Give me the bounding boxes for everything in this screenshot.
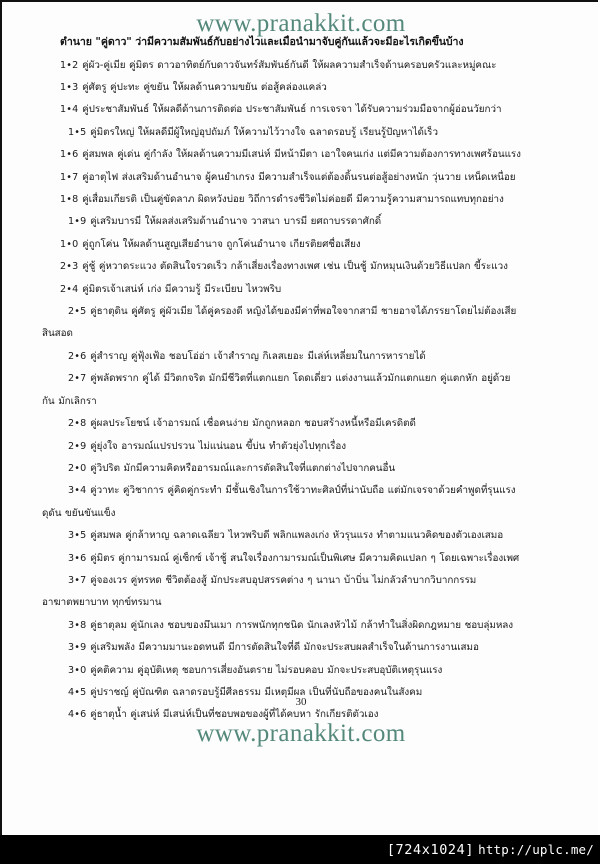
entry-text: คู่วิปริต มักมีความคิดหรืออารมณ์และการตัดสินใจที่แตกต่างไปจากคนอื่น <box>90 462 396 474</box>
image-dimensions-label: [724x1024] <box>386 841 475 858</box>
entry-text: คู่เสื่อมเกียรติ เป็นคู่ขัดลาภ ผิดหวังบ่อย วิถีการดำรงชีวิตไม่ค่อยดี มีความรู้ความสามารถแทบทุกอย่าง <box>82 194 504 206</box>
entry-code: 3•4 <box>68 485 87 497</box>
entry-code: 2•3 <box>60 261 79 273</box>
list-item <box>2 637 600 659</box>
entry-code: 3•9 <box>68 642 87 654</box>
list-item <box>2 55 600 77</box>
entry-code: 1•9 <box>68 216 87 228</box>
entry-text: คู่วาทะ คู่วิชาการ คู่คิดคู่กระทำ มีชั้นเชิงในการใช้วาทะศิลป์ที่น่านับถือ แต่มักเจรจาด้วยคำพูดที่รุนแรง <box>90 485 516 497</box>
entry-text: คู่ธาตุลม คู่นักเลง ชอบของมึนเมา การพนักทุกชนิด นักเลงหัวไม้ กล้าทำในสิ่งผิดกฎหมาย ชอบลุ่มหลง <box>90 619 514 631</box>
entry-text: คู่ศัตรู คู่ปะทะ คู่ขยัน ให้ผลด้านความขยัน ต่อสู้คล่องแคล่ว <box>82 82 327 94</box>
entry-code: 1•7 <box>60 171 79 183</box>
list-item <box>2 234 600 256</box>
entry-text: คู่อาตุไฟ ส่งเสริมด้านอำนาจ ผู้คนยำเกรง มีความสำเร็จแต่ต้องดิ้นรนต่อสู้อย่างหนัก วุ่นวาย เหน็ดเหนื่อย <box>82 171 516 183</box>
entry-text: คู่เสริมพลัง มีความมานะอดทนดี มีการตัดสินใจที่ดี มักจะประสบผลสำเร็จในด้านการงานเสมอ <box>90 642 479 654</box>
entry-code: 1•3 <box>60 82 79 94</box>
list-item <box>2 525 600 547</box>
entry-text: คู่จองเวร คู่ทรหด ชีวิตต้องสู้ มักประสบอุปสรรคต่าง ๆ นานา บ้าบิ่น ไม่กลัวลำบากวิบากกรรม <box>90 574 477 586</box>
entry-code: 2•4 <box>60 283 79 295</box>
entry-code: 3•7 <box>68 574 87 586</box>
entry-code: 2•0 <box>68 462 87 474</box>
page-number: 30 <box>295 696 307 708</box>
entry-code: 1•6 <box>60 149 79 161</box>
entry-text: คู่มิตรใหญ่ ให้ผลดีมีผู้ใหญ่อุปถัมภ์ ให้ความไว้วางใจ ฉลาดรอบรู้ เรียนรู้ปัญหาได้เร็ว <box>90 126 438 138</box>
list-item <box>2 615 600 637</box>
entry-code: 1•2 <box>60 59 79 71</box>
entry-code: 3•6 <box>68 552 87 564</box>
entry-text: คู่พลัดพราก คู่ได้ มีวิตกจริต มักมีชีวิตที่แตกแยก โดดเดี่ยว แต่งงานแล้วมักแตกแยก คู่แตกหัก อยู่ด้วย <box>90 373 511 385</box>
entry-text: คู่เสริมบารมี ให้ผลส่งเสริมด้านอำนาจ วาสนา บารมี ยศถาบรรดาศักดิ์ <box>90 216 382 228</box>
list-item <box>2 122 600 144</box>
list-item-continuation: กัน มักเลิกรา <box>42 395 97 407</box>
list-item <box>2 436 600 458</box>
entry-code: 2•6 <box>68 350 87 362</box>
entry-code: 4•5 <box>68 686 87 698</box>
entry-code: 1•0 <box>60 238 79 250</box>
entry-text: คู่ยุ่งใจ อารมณ์แปรปรวน ไม่แน่นอน ขี้บ่น ทำตัวยุ่งไปทุกเรื่อง <box>90 440 347 452</box>
list-item <box>2 167 600 189</box>
entry-text: คู่คติความ คู่อุบัติเหตุ ชอบการเสี่ยงอันตราย ไม่รอบคอบ มักจะประสบอุบัติเหตุรุนแรง <box>90 664 443 676</box>
list-item <box>2 144 600 166</box>
entry-text: คู่มิตรเจ้าเสน่ห์ เก่ง มีความรู้ มีระเบียบ ไหวพริบ <box>82 283 282 295</box>
entry-text: คู่สมพล คู่กล้าหาญ ฉลาดเฉลียว ไหวพริบดี พลิกแพลงเก่ง หัวรุนแรง ทำตามแนวคิดของตัวเองเสมอ <box>90 530 504 542</box>
entry-code: 2•9 <box>68 440 87 452</box>
entry-code: 3•5 <box>68 530 87 542</box>
entry-text: คู่ผัว-คู่เมีย คู่มิตร ดาวอาทิตย์กับดาวจันทร์สัมพันธ์กันดี ให้ผลความสำเร็จด้านครอบครัวและหมู่คณะ <box>82 59 497 71</box>
entry-code: 1•4 <box>60 104 79 116</box>
entry-code: 2•5 <box>68 306 87 318</box>
list-item <box>2 189 600 211</box>
list-item <box>2 368 600 390</box>
list-item <box>2 570 600 592</box>
entry-code: 1•5 <box>68 126 87 138</box>
host-url-label[interactable]: http://uplc.me/ <box>478 842 594 857</box>
watermark-top: www.pranakkit.com <box>196 10 406 37</box>
page-title: ตำนาย "คู่ดาว" ว่ามีความสัมพันธ์กับอย่างไวและเมื่อนำมาจับคู่กันแล้วจะมีอะไรเกิดขึ้นบ้าง <box>60 36 464 48</box>
entry-code: 3•0 <box>68 664 87 676</box>
list-item-continuation: ดุดัน ขยันขันแข็ง <box>42 507 116 519</box>
list-item <box>2 458 600 480</box>
list-item <box>2 548 600 570</box>
entry-code: 1•8 <box>60 194 79 206</box>
list-item <box>2 211 600 233</box>
entry-text: คู่ธาตุดิน คู่ศัตรู คู่ผัวเมีย ได้คู่ครองดี หญิงได้ของมีค่าที่พอใจจากสามี ชายอาจได้ภรรยาโดยไม่ต้องเสีย <box>90 306 517 318</box>
list-item <box>2 413 600 435</box>
entry-list <box>2 55 600 727</box>
entry-code: 4•6 <box>68 709 87 721</box>
list-item <box>2 301 600 323</box>
list-item-continuation: อาฆาตพยาบาท ทุกข์ทรมาน <box>42 597 162 609</box>
list-item <box>2 279 600 301</box>
watermark-bottom: www.pranakkit.com <box>196 720 406 747</box>
list-item <box>2 480 600 502</box>
entry-code: 3•8 <box>68 619 87 631</box>
entry-text: คู่มิตร คู่กามารมณ์ คู่เซ็กซ์ เจ้าชู้ สนใจเรื่องกามารมณ์เป็นพิเศษ มีความคิดแปลก ๆ โดยเฉพาะเรื่องเพศ <box>90 552 520 564</box>
entry-text: คู่สำราญ คู่ฟุ้งเฟ้อ ชอบโอ่อ่า เจ้าสำราญ กิเลสเยอะ มีเล่ห์เหลี่ยมในการหารายได้ <box>90 350 426 362</box>
entry-code: 2•7 <box>68 373 87 385</box>
list-item <box>2 77 600 99</box>
list-item-continuation: สินสอด <box>42 328 73 340</box>
entry-text: คู่ผลประโยชน์ เจ้าอารมณ์ เชื่อคนง่าย มักถูกหลอก ชอบสร้างหนี้หรือมีเครดิตดี <box>90 418 416 430</box>
entry-text: คู่สมพล คู่เด่น คู่กำลัง ให้ผลด้านความมีเสน่ห์ มีหน้ามีตา เอาใจคนเก่ง แต่มีความต้องการทางเพศร้อนแรง <box>82 149 521 161</box>
list-item <box>2 346 600 368</box>
entry-text: คู่ธาตุน้ำ คู่เสน่ห์ มีเสน่ห์เป็นที่ชอบพอของผู้ที่ได้คบหา รักเกียรติตัวเอง <box>90 709 379 721</box>
entry-text: คู่ชู้ คู่หวาดระแวง ตัดสินใจรวดเร็ว กล้าเสี่ยงเรื่องทางเพศ เช่น เป็นชู้ มักหมุนเงินด้วยวิธีแปลก ขี้ระแวง <box>82 261 508 273</box>
document-body <box>2 35 600 721</box>
entry-text: คู่ประชาสัมพันธ์ ให้ผลดีด้านการติดต่อ ประชาสัมพันธ์ การเจรจา ได้รับความร่วมมือจากผู้อ่อนวัยกว่า <box>82 104 502 116</box>
status-bar <box>0 835 600 864</box>
list-item <box>2 256 600 278</box>
list-item <box>2 660 600 682</box>
entry-text: คู่ถูกโค่น ให้ผลด้านสูญเสียอำนาจ ถูกโค่นอำนาจ เกียรติยศชื่อเสียง <box>82 238 361 250</box>
entry-text: คู่ปราชญ์ คู่บัณฑิต ฉลาดรอบรู้มีศีลธรรม มีเหตุมีผล เป็นที่นับถือของคนในสังคม <box>90 686 423 698</box>
entry-code: 2•8 <box>68 418 87 430</box>
list-item <box>2 99 600 121</box>
